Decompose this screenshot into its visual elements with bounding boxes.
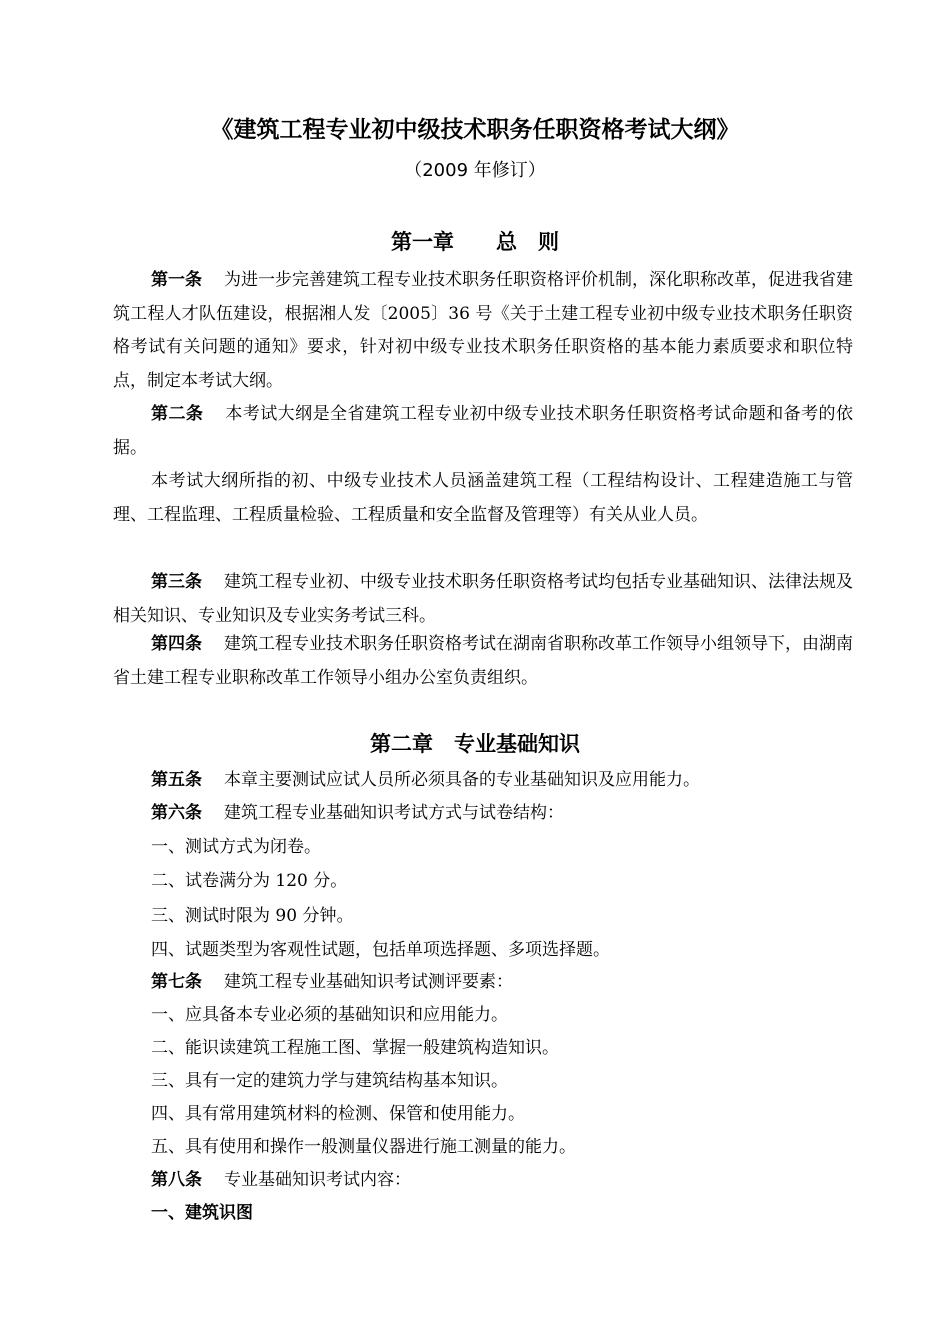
- article-8: [151, 1164, 411, 1198]
- article-8-text: 专业基础知识考试内容：: [224, 1170, 411, 1190]
- article-1-text: 为进一步完善建筑工程专业技术职务任职资格评价机制，深化职称改革，促进我省建筑工程人才队伍建设，根据湘人发〔2005〕36 号《关于土建工程专业初中级专业技术职务任职资格考试有关问题的通知》要求，针对初中级专业技术职务任职资格的基本能力素质要求和职位特点，制定本考试大纲。: [113, 270, 853, 391]
- article-4-text: 建筑工程专业技术职务任职资格考试在湖南省职称改革工作领导小组领导下，由湖南省土建工程专业职称改革工作领导小组办公室负责组织。: [113, 634, 853, 688]
- article-1-number: 第一条: [151, 270, 202, 290]
- list-item: 四、试题类型为客观性试题，包括单项选择题、多项选择题。: [151, 940, 610, 960]
- list-item: 五、具有使用和操作一般测量仪器进行施工测量的能力。: [151, 1137, 576, 1157]
- list-item: 四、具有常用建筑材料的检测、保管和使用能力。: [151, 1104, 525, 1124]
- article-2-text: 本考试大纲是全省建筑工程专业初中级专业技术职务任职资格考试命题和备考的依据。: [113, 404, 853, 458]
- article-5: [151, 764, 700, 798]
- article-6-text: 建筑工程专业基础知识考试方式与试卷结构：: [224, 803, 564, 823]
- list-item: 二、试卷满分为 120 分。: [151, 871, 348, 891]
- document-title: 《建筑工程专业初中级技术职务任职资格考试大纲》: [210, 117, 740, 143]
- list-item: 一、测试方式为闭卷。: [151, 837, 321, 857]
- article-4: [113, 628, 853, 695]
- article-2-number: 第二条: [151, 404, 204, 424]
- article-3-text: 建筑工程专业初、中级专业技术职务任职资格考试均包括专业基础知识、法律法规及相关知识、专业知识及专业实务考试三科。: [113, 572, 853, 626]
- article-4-number: 第四条: [151, 634, 202, 654]
- article-8-number: 第八条: [151, 1170, 202, 1190]
- article-6: [151, 797, 564, 831]
- list-item: 三、具有一定的建筑力学与建筑结构基本知识。: [151, 1071, 508, 1091]
- article-3-number: 第三条: [151, 572, 202, 592]
- list-item: 三、测试时限为 90 分钟。: [151, 906, 354, 926]
- article-2: [113, 398, 853, 465]
- article-1: [113, 264, 853, 398]
- section-heading: 一、建筑识图: [151, 1203, 253, 1223]
- article-7-text: 建筑工程专业基础知识考试测评要素：: [224, 972, 513, 992]
- article-7-number: 第七条: [151, 972, 202, 992]
- article-3: [113, 566, 853, 633]
- chapter-2-heading: 第二章 专业基础知识: [370, 732, 580, 756]
- article-2-paragraph-2: 本考试大纲所指的初、中级专业技术人员涵盖建筑工程（工程结构设计、工程建造施工与管理、工程监理、工程质量检验、工程质量和安全监督及管理等）有关从业人员。: [113, 471, 853, 525]
- list-item: 一、应具备本专业必须的基础知识和应用能力。: [151, 1005, 508, 1025]
- article-5-text: 本章主要测试应试人员所必须具备的专业基础知识及应用能力。: [224, 770, 700, 790]
- list-item: 二、能识读建筑工程施工图、掌握一般建筑构造知识。: [151, 1038, 559, 1058]
- document-subtitle: （2009 年修订）: [404, 160, 546, 181]
- article-5-number: 第五条: [151, 770, 202, 790]
- chapter-1-heading: 第一章 总 则: [391, 230, 559, 254]
- article-7: [151, 966, 513, 1000]
- article-6-number: 第六条: [151, 803, 202, 823]
